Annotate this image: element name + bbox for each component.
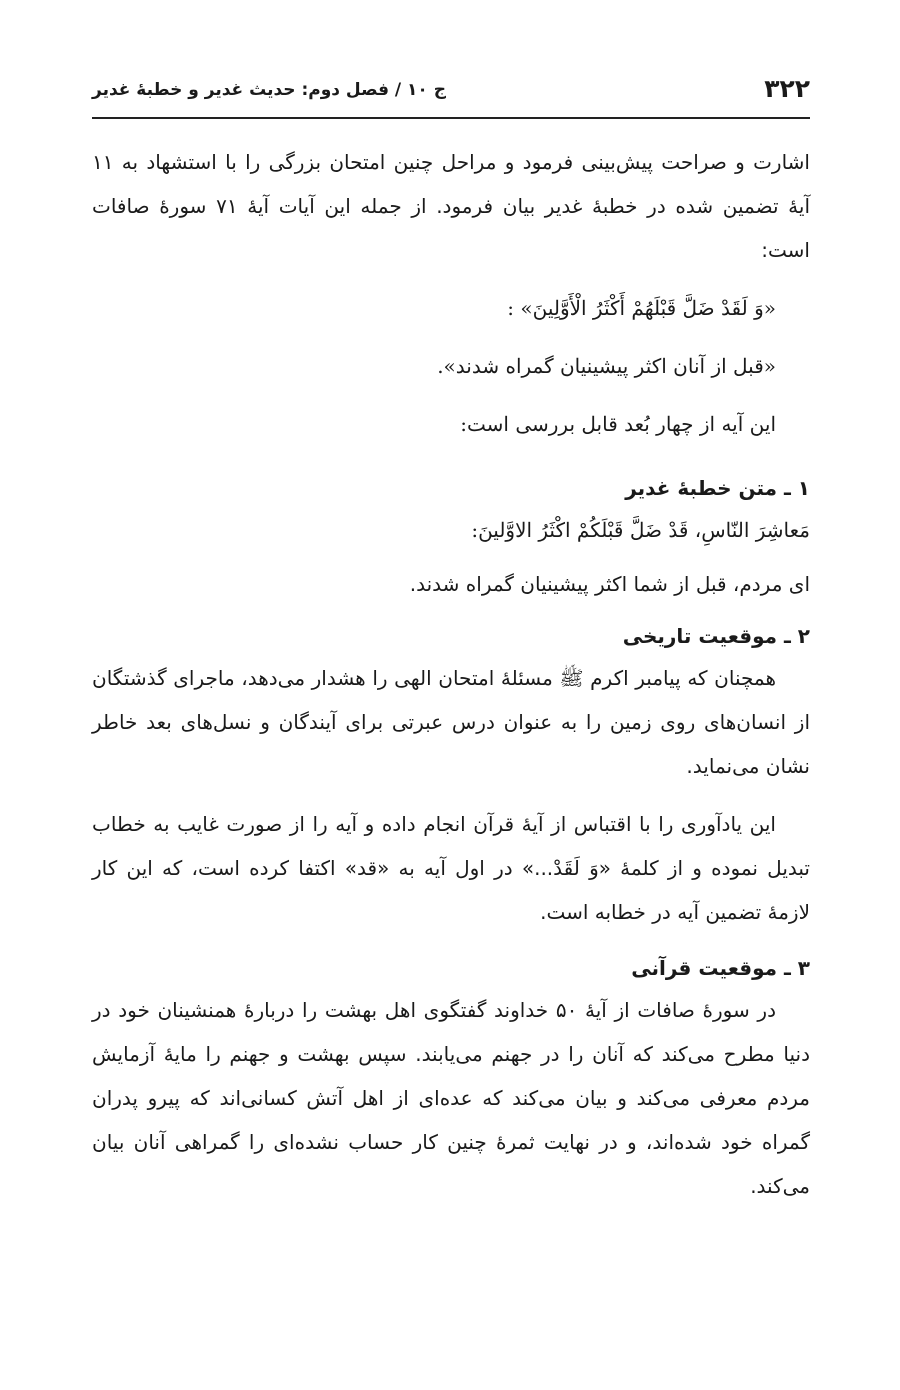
historical-paragraph-1: همچنان که پیامبر اکرم ﷺ مسئلۀ امتحان الهی را هشدار می‌دهد، ماجرای گذشتگان از انسان‌های روی زمین را به عنوان درس عبرتی برای آیندگان و نسل‌های بعد خاطر نشان می‌نماید. [92, 666, 810, 778]
verse-translation: «قبل از آنان اکثر پیشینیان گمراه شدند». [437, 354, 776, 378]
page-header [92, 72, 810, 112]
running-title: ج ۱۰ / فصل دوم: حدیث غدیر و خطبۀ غدیر [92, 80, 446, 100]
intro-paragraph: اشارت و صراحت پیش‌بینی فرمود و مراحل چنین امتحان بزرگی را با استشهاد به ۱۱ آیۀ تضمین شده در خطبۀ غدیر بیان فرمود. از جمله این آیات آیۀ ۷۱ سورۀ صافات است: [92, 150, 811, 262]
aspects-line: این آیه از چهار بُعد قابل بررسی است: [460, 412, 776, 436]
quran-verse: «وَ لَقَدْ ضَلَّ قَبْلَهُمْ أَكْثَرُ الْأَوَّلِينَ» : [507, 296, 776, 320]
section-heading-sermon-text: ۱ ـ متن خطبۀ غدیر [625, 476, 810, 500]
historical-paragraph-2: این یادآوری را با اقتباس از آیۀ قرآن انجام داده و آیه را از صورت غایب به خطاب تبدیل نموده و از کلمۀ «وَ لَقَدْ...» در اول آیه به «قد» اکتفا کرده است، که این کار لازمۀ تضمین آیه در خطابه است. [92, 812, 810, 924]
header-divider [92, 117, 810, 119]
quranic-paragraph: در سورۀ صافات از آیۀ ۵۰ خداوند گفتگوی اهل بهشت را دربارۀ همنشینان خود در دنیا مطرح می‌کند که آنان را در جهنم می‌یابند. سپس بهشت و جهنم را مایۀ آزمایش مردم معرفی می‌کند و بیان می‌کند که عده‌ای از اهل آتش کسانی‌اند که پیرو پدران گمراه خود شده‌اند، و در نهایت ثمرۀ چنین کار حساب نشده‌ای را گمراهی آنان بیان می‌کند. [92, 998, 810, 1198]
sermon-translation: ای مردم، قبل از شما اکثر پیشینیان گمراه شدند. [409, 572, 810, 596]
section-heading-quranic-context: ۳ ـ موقعیت قرآنی [631, 956, 810, 980]
sermon-arabic-text: مَعاشِرَ النّاسِ، قَدْ ضَلَّ قَبْلَكُمْ اكْثَرُ الاوَّلينَ: [471, 518, 810, 542]
page-body [92, 140, 810, 1208]
section-heading-historical-context: ۲ ـ موقعیت تاریخی [622, 624, 810, 648]
page-number: ۳۲۲ [764, 74, 810, 103]
